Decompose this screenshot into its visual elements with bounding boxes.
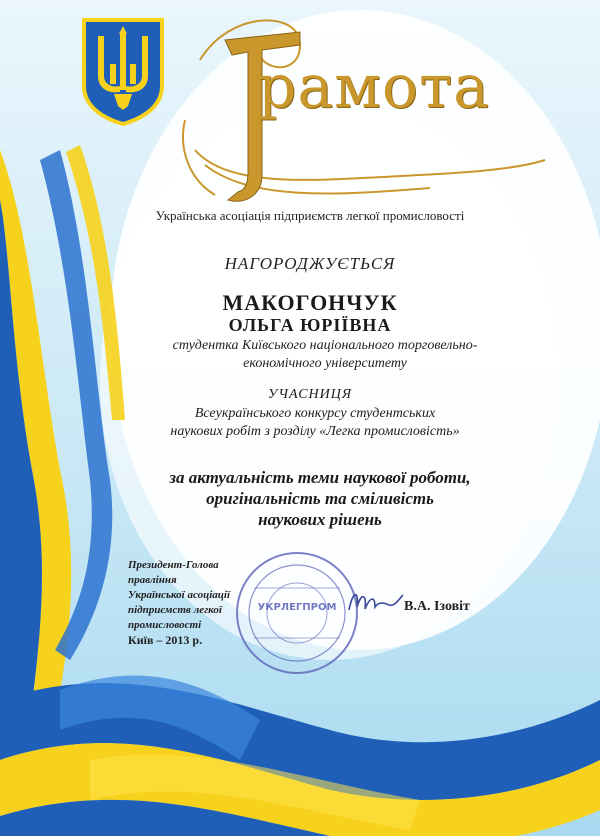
- place-date: Київ – 2013 р.: [128, 633, 203, 647]
- signer-title-line-2: Української асоціації: [128, 589, 231, 601]
- title-rest: рамота: [258, 52, 490, 122]
- stamp-center-text: УКРЛЕГПРОМ: [257, 602, 337, 613]
- merit-line-2: оригінальність та сміливість: [206, 489, 434, 508]
- merit-line-3: наукових рішень: [258, 510, 382, 529]
- contest-description: [115, 405, 515, 441]
- trident-emblem-icon: [78, 14, 168, 126]
- signer-name: В.А. Ізовіт: [404, 599, 470, 614]
- signer-title-line-1: Президент-Голова правління: [128, 559, 219, 586]
- signature-mark: [345, 585, 405, 620]
- affiliation-line-2: економічного університету: [243, 356, 407, 371]
- participant-heading: УЧАСНИЦЯ: [267, 387, 353, 402]
- recipient-names: ОЛЬГА ЮРІЇВНА: [228, 315, 392, 335]
- merit-statement: [100, 467, 540, 530]
- recipient-affiliation: [135, 337, 515, 373]
- merit-line-1: за актуальність теми наукової роботи,: [169, 468, 471, 487]
- bottom-ribbon: [0, 676, 600, 836]
- awarded-heading: НАГОРОДЖУЄТЬСЯ: [224, 254, 396, 273]
- signer-title-line-3: підприємств легкої: [128, 604, 222, 616]
- contest-line-1: Всеукраїнського конкурсу студентських: [194, 406, 436, 421]
- signer-title-line-4: промисловості: [128, 619, 202, 631]
- stamp-seal: [232, 548, 362, 678]
- affiliation-line-1: студентка Київського національного торговельно-: [172, 338, 478, 353]
- certificate-title: [258, 52, 558, 122]
- contest-line-2: наукових робіт з розділу «Легка промисловість»: [170, 424, 460, 439]
- recipient-surname: МАКОГОНЧУК: [222, 290, 398, 315]
- organization-name: Українська асоціація підприємств легкої промисловості: [155, 208, 465, 223]
